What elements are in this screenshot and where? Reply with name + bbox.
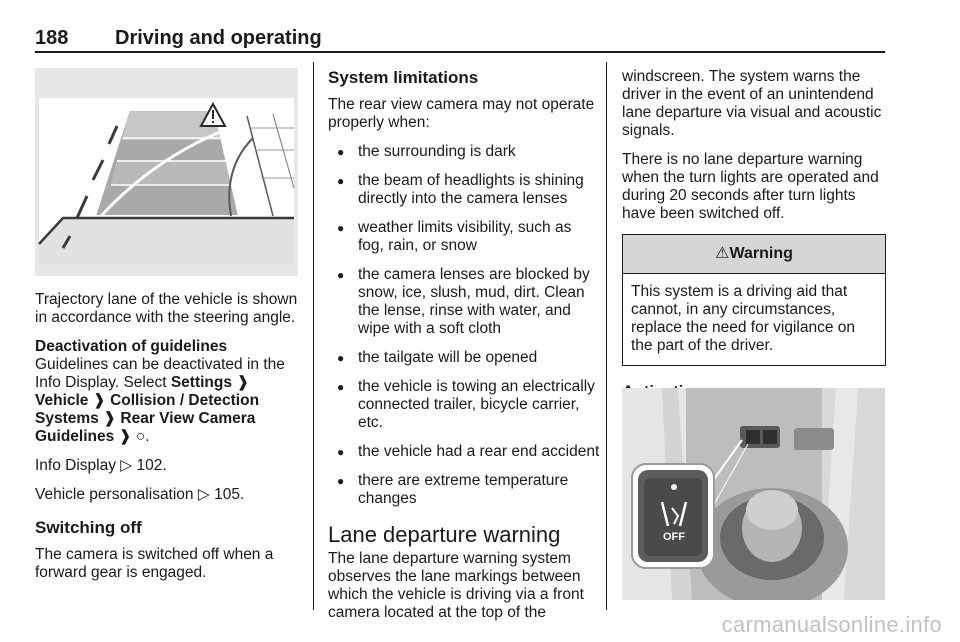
list-item: ● the surrounding is dark	[328, 143, 600, 161]
figure-caption: Trajectory lane of the vehicle is shown in accordance with the steering angle.	[35, 291, 298, 326]
xref-arrow-icon: ▷	[120, 457, 133, 474]
lane-departure-text: The lane departure warning system observes the lane markings between which the vehicle is driving via a front camera located at the top of the	[328, 550, 584, 621]
menu-arrow-icon: ❱	[118, 428, 132, 445]
column-3	[622, 68, 886, 410]
header-rule	[35, 51, 885, 53]
menu-arrow-icon: ❱	[103, 410, 117, 427]
switching-off-text: The camera is switched off when a forward gear is engaged.	[35, 546, 274, 581]
list-item: ● the vehicle is towing an electrically connected trailer, bicycle carrier, etc.	[328, 378, 600, 432]
xref-vehicle-personalisation[interactable]: Vehicle personalisation ▷ 105.	[35, 486, 245, 503]
watermark: carmanualsonline.info	[721, 612, 942, 637]
xref-arrow-icon: ▷	[197, 486, 210, 503]
warning-header	[623, 235, 885, 274]
rear-view-camera-figure	[35, 68, 298, 276]
deactivation-paragraph: Guidelines can be deactivated in the Info Display. Select Settings ❱ Vehicle ❱ Collision / Detection Systems ❱ Rear View Camera Guidelines ❱ ○.	[35, 356, 285, 445]
menu-collision: Collision / Detection Systems	[35, 392, 260, 427]
menu-arrow-icon: ❱	[236, 374, 250, 391]
switching-off-heading: Switching off	[35, 518, 142, 537]
button-off-label: OFF	[663, 531, 685, 543]
xref-info-display[interactable]: Info Display ▷ 102.	[35, 457, 167, 474]
limitations-list	[328, 143, 600, 508]
column-divider-1	[313, 62, 314, 610]
menu-arrow-icon: ❱	[92, 392, 106, 409]
menu-settings: Settings	[170, 374, 232, 391]
warning-title: Warning	[729, 245, 793, 262]
list-item: ● the vehicle had a rear end accident	[328, 443, 600, 461]
lane-departure-button-figure	[622, 388, 885, 600]
no-warning-text: There is no lane departure warning when the turn lights are operated and during 20 seconds after turn lights have been switched off.	[622, 151, 879, 222]
warning-box	[622, 234, 886, 366]
off-circle-icon: ○	[135, 428, 146, 445]
warning-triangle-icon: ⚠	[715, 245, 730, 262]
deactivation-heading: Deactivation of guidelines	[35, 338, 228, 355]
lane-departure-continued: windscreen. The system warns the driver in the event of an unintendend lane departure via visual and acoustic signals.	[622, 68, 882, 139]
system-limitations-intro: The rear view camera may not operate properly when:	[328, 96, 595, 131]
column-divider-2	[606, 62, 607, 610]
page-title: Driving and operating	[115, 27, 322, 49]
list-item: ● the tailgate will be opened	[328, 349, 600, 367]
column-1	[35, 291, 303, 593]
column-2	[328, 68, 600, 633]
menu-rear-view: Rear View Camera Guidelines	[35, 410, 256, 445]
list-item: ● the beam of headlights is shining directly into the camera lenses	[328, 172, 600, 208]
page-number: 188	[35, 27, 69, 49]
list-item: ● the camera lenses are blocked by snow, ice, slush, mud, dirt. Clean the lense, rinse with water, and wipe with a soft cloth	[328, 266, 600, 338]
menu-vehicle: Vehicle	[35, 392, 89, 409]
list-item: ● weather limits visibility, such as fog, rain, or snow	[328, 219, 600, 255]
warning-text: This system is a driving aid that cannot, in any circumstances, replace the need for vigilance on the part of the driver.	[631, 283, 856, 354]
lane-departure-heading: Lane departure warning	[328, 522, 561, 547]
system-limitations-heading: System limitations	[328, 68, 479, 87]
list-item: ● there are extreme temperature changes	[328, 472, 600, 508]
